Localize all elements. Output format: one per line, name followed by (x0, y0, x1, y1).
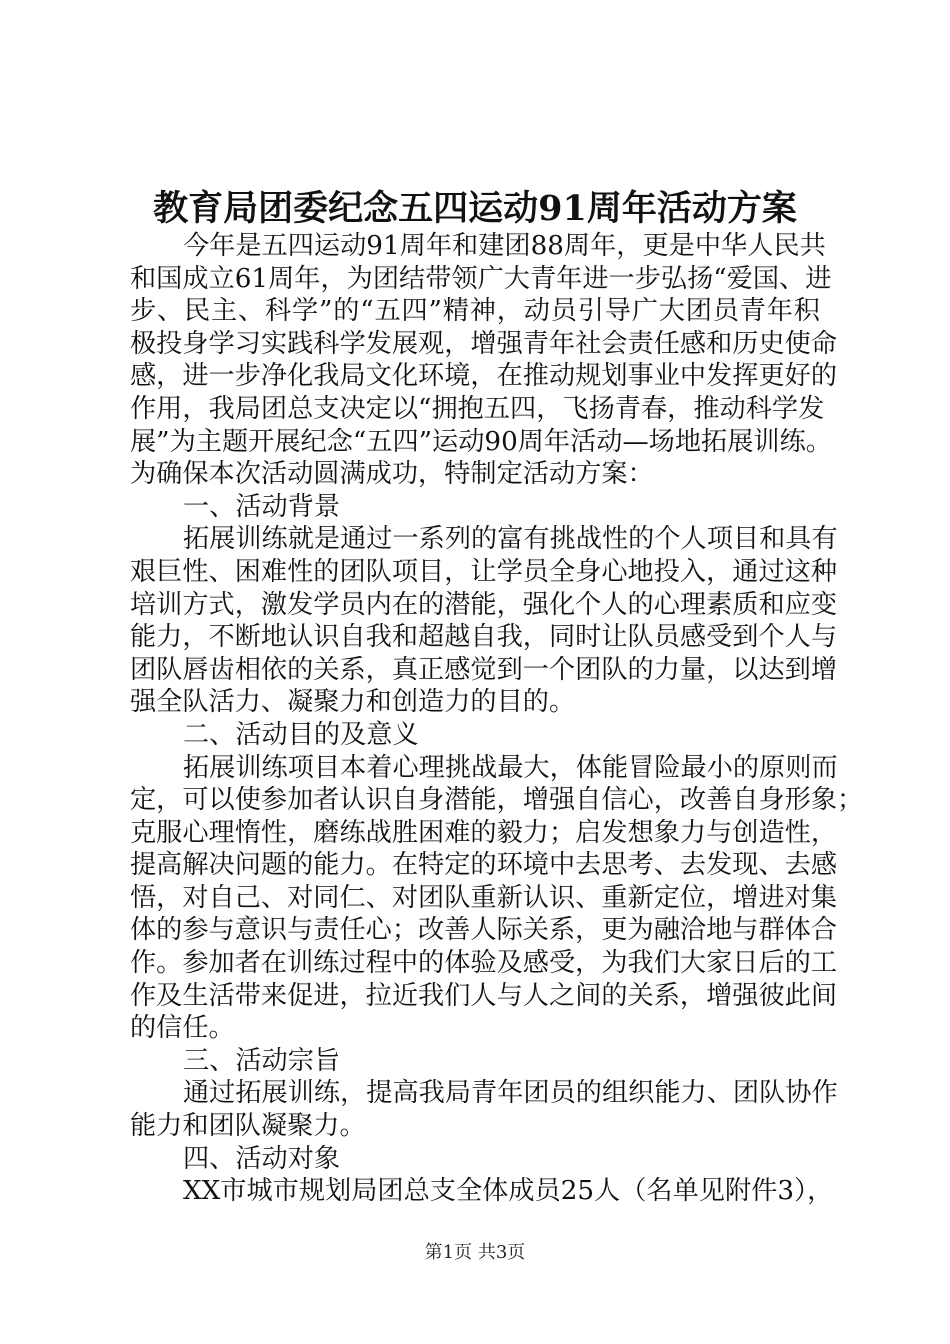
section-heading: 二、活动目的及意义 (183, 719, 419, 750)
paragraph-line: 能力，不断地认识自我和超越自我，同时让队员感受到个人与 (130, 622, 838, 653)
paragraph-line: 强全队活力、凝聚力和创造力的目的。 (130, 687, 576, 718)
paragraph-line: 团队唇齿相依的关系，真正感觉到一个团队的力量，以达到增 (130, 654, 838, 685)
paragraph-line: XX市城市规划局团总支全体成员25人（名单见附件3）， (183, 1176, 834, 1207)
paragraph-line: 的信任。 (130, 1013, 235, 1044)
paragraph-line: 悟，对自己、对同仁、对团队重新认识、重新定位，增进对集 (130, 882, 838, 913)
paragraph-line: 今年是五四运动91周年和建团88周年，更是中华人民共 (183, 231, 826, 261)
paragraph-line: 为确保本次活动圆满成功，特制定活动方案： (130, 459, 654, 490)
paragraph-line: 作。参加者在训练过程中的体验及感受，为我们大家日后的工 (130, 948, 838, 979)
paragraph-line: 步、民主、科学”的“五四”精神，动员引导广大团员青年积 (130, 296, 820, 327)
paragraph-line: 定，可以使参加者认识自身潜能，增强自信心，改善自身形象； (130, 785, 864, 816)
document-title: 教育局团委纪念五四运动91周年活动方案 (153, 188, 797, 229)
document-body (130, 230, 864, 1208)
paragraph-line: 作及生活带来促进，拉近我们人与人之间的关系，增强彼此间 (130, 980, 838, 1011)
paragraph-line: 展”为主题开展纪念“五四”运动90周年活动—场地拓展训练。 (130, 426, 832, 457)
paragraph-line: 作用，我局团总支决定以“拥抱五四，飞扬青春，推动科学发 (130, 393, 825, 424)
paragraph-line: 提高解决问题的能力。在特定的环境中去思考、去发现、去感 (130, 850, 838, 881)
paragraph-line: 培训方式，激发学员内在的潜能，强化个人的心理素质和应变 (130, 589, 838, 620)
paragraph-line: 通过拓展训练，提高我局青年团员的组织能力、团队协作 (183, 1078, 838, 1109)
paragraph-line: 拓展训练就是通过一系列的富有挑战性的个人项目和具有 (183, 524, 838, 555)
paragraph-line: 艰巨性、困难性的团队项目，让学员全身心地投入，通过这种 (130, 556, 838, 587)
page-number-footer: 第1页 共3页 (424, 1242, 526, 1263)
paragraph-line: 克服心理惰性，磨练战胜困难的毅力；启发想象力与创造性， (130, 817, 838, 848)
section-heading: 三、活动宗旨 (183, 1045, 341, 1076)
paragraph-line: 感，进一步净化我局文化环境，在推动规划事业中发挥更好的 (130, 361, 838, 392)
section-heading: 四、活动对象 (183, 1143, 341, 1174)
paragraph-line: 极投身学习实践科学发展观，增强青年社会责任感和历史使命 (130, 328, 838, 359)
paragraph-line: 拓展训练项目本着心理挑战最大，体能冒险最小的原则而 (183, 752, 838, 783)
paragraph-line: 体的参与意识与责任心；改善人际关系，更为融洽地与群体合 (130, 915, 838, 946)
section-heading: 一、活动背景 (183, 491, 341, 522)
paragraph-line: 和国成立61周年，为团结带领广大青年进一步弘扬“爱国、进 (130, 263, 832, 294)
paragraph-line: 能力和团队凝聚力。 (130, 1111, 366, 1142)
